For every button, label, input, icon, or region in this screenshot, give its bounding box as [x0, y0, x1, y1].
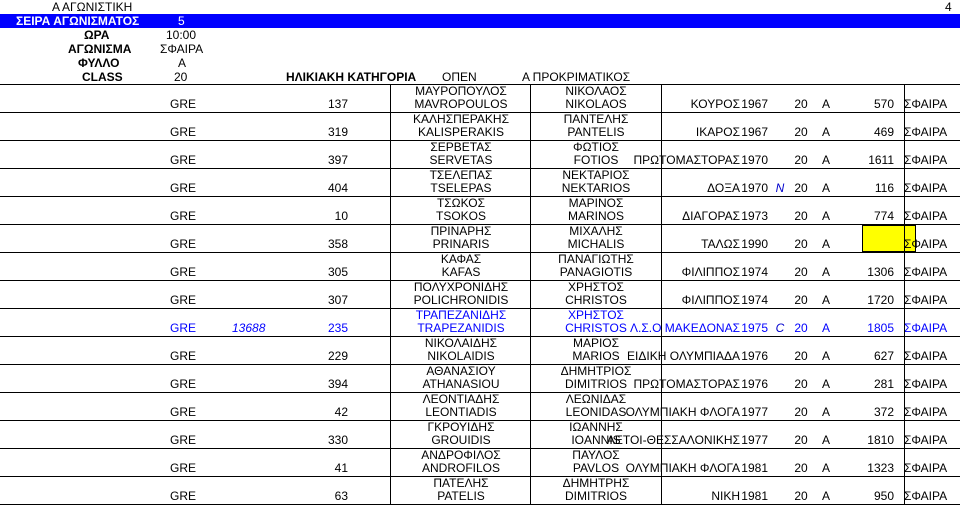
- firstname-latin: CHRISTOS: [565, 321, 627, 335]
- year-cell: 1967: [741, 125, 768, 139]
- firstname-greek: ΦΩΤΙΟΣ: [573, 140, 619, 154]
- event-cell: ΣΦΑΙΡΑ: [904, 209, 948, 223]
- bib-cell: 41: [334, 461, 348, 475]
- surname-greek: ΚΑΦΑΣ: [440, 252, 482, 266]
- sex-cell: A: [821, 349, 830, 363]
- country-cell: GRE: [170, 265, 197, 279]
- country-cell: GRE: [170, 461, 197, 475]
- class-cell: 20: [794, 405, 808, 419]
- firstname-latin: CHRISTOS: [565, 293, 627, 307]
- athletes-table: [0, 84, 960, 505]
- column-divider: [904, 225, 905, 252]
- sex-cell: A: [821, 321, 830, 335]
- class-cell: 20: [794, 265, 808, 279]
- surname-latin: SERVETAS: [429, 153, 493, 167]
- country-cell: GRE: [170, 209, 197, 223]
- class-label: CLASS: [82, 70, 123, 84]
- sex-cell: A: [821, 209, 830, 223]
- country-cell: GRE: [170, 377, 197, 391]
- year-cell: 1976: [741, 349, 768, 363]
- event-cell: ΣΦΑΙΡΑ: [904, 181, 948, 195]
- firstname-greek: ΜΑΡΙΝΟΣ: [568, 196, 624, 210]
- firstname-latin: NIKOLAOS: [565, 97, 627, 111]
- class-cell: 20: [794, 377, 808, 391]
- surname-latin: TRAPEZANIDIS: [417, 321, 505, 335]
- surname-latin: ANDROFILOS: [421, 461, 500, 475]
- best-mark-cell: 372: [873, 405, 894, 419]
- surname-cell: [390, 421, 531, 448]
- event-cell: ΣΦΑΙΡΑ: [904, 405, 948, 419]
- column-divider: [904, 477, 905, 504]
- class-cell: 20: [794, 461, 808, 475]
- sex-cell: A: [821, 125, 830, 139]
- surname-greek: ΤΣΩΚΟΣ: [436, 196, 486, 210]
- surname-cell: [390, 393, 531, 420]
- column-divider: [904, 449, 905, 476]
- column-divider: [904, 197, 905, 224]
- country-cell: GRE: [170, 293, 197, 307]
- club-cell: ΔΙΑΓΟΡΑΣ: [682, 209, 740, 223]
- sex-cell: A: [821, 265, 830, 279]
- table-row: [0, 252, 960, 280]
- club-cell: ΤΑΛΩΣ: [701, 237, 740, 251]
- surname-cell: [390, 309, 531, 336]
- year-cell: 1967: [741, 97, 768, 111]
- firstname-latin: MICHALIS: [567, 237, 625, 251]
- table-row: [0, 84, 960, 112]
- best-mark-cell: 627: [873, 349, 894, 363]
- series-row: [0, 14, 960, 28]
- country-cell: GRE: [170, 181, 197, 195]
- table-row: [0, 392, 960, 420]
- firstname-greek: ΙΩΑΝΝΗΣ: [569, 420, 623, 434]
- year-cell: 1974: [741, 293, 768, 307]
- firstname-greek: ΧΡΗΣΤΟΣ: [568, 308, 624, 322]
- table-row: [0, 448, 960, 476]
- firstname-latin: NEKTARIOS: [561, 181, 631, 195]
- header-discipline-row: [0, 0, 960, 14]
- bib-cell: 305: [327, 265, 348, 279]
- surname-cell: [390, 337, 531, 364]
- class-cell: 20: [794, 181, 808, 195]
- firstname-greek: ΧΡΗΣΤΟΣ: [568, 280, 624, 294]
- sex-cell: A: [821, 181, 830, 195]
- year-cell: 1981: [741, 489, 768, 503]
- surname-latin: GROUIDIS: [431, 433, 491, 447]
- year-cell: 1970: [741, 153, 768, 167]
- country-cell: GRE: [170, 433, 197, 447]
- firstname-latin: MARINOS: [567, 209, 624, 223]
- sex-cell: A: [821, 405, 830, 419]
- surname-cell: [390, 365, 531, 392]
- surname-cell: [390, 113, 531, 140]
- firstname-latin: MARIOS: [572, 349, 620, 363]
- sex-cell: A: [821, 461, 830, 475]
- best-mark-cell: 1611: [868, 153, 894, 167]
- series-label: ΣΕΙΡΑ ΑΓΩΝΙΣΜΑΤΟΣ: [16, 14, 140, 28]
- surname-cell: [390, 225, 531, 252]
- event-cell: ΣΦΑΙΡΑ: [904, 377, 948, 391]
- column-divider: [904, 421, 905, 448]
- best-mark-cell: 1323: [867, 461, 894, 475]
- firstname-latin: PANAGIOTIS: [559, 265, 633, 279]
- event-cell: ΣΦΑΙΡΑ: [904, 97, 948, 111]
- event-cell: ΣΦΑΙΡΑ: [904, 433, 948, 447]
- surname-greek: ΛΕΟΝΤΙΑΔΗΣ: [422, 392, 500, 406]
- firstname-greek: ΠΑΝΤΕΛΗΣ: [563, 112, 629, 126]
- bib-cell: 307: [327, 293, 348, 307]
- event-row: [0, 42, 960, 56]
- class-cell: 20: [794, 433, 808, 447]
- club-cell: ΟΛΥΜΠΙΑΚΗ ΦΛΟΓΑ: [625, 461, 740, 475]
- country-cell: GRE: [170, 237, 197, 251]
- surname-greek: ΚΑΛΗΣΠΕΡΑΚΗΣ: [413, 112, 509, 126]
- best-mark-cell: 774: [873, 209, 894, 223]
- surname-cell: [390, 85, 531, 112]
- column-divider: [904, 309, 905, 336]
- table-row: [0, 112, 960, 140]
- club-cell: ΠΡΩΤΟΜΑΣΤΟΡΑΣ: [633, 377, 740, 391]
- column-divider: [904, 281, 905, 308]
- best-mark-cell: 1810: [867, 433, 894, 447]
- surname-latin: ATHANASIOU: [422, 377, 500, 391]
- firstname-latin: FOTIOS: [573, 153, 619, 167]
- round-value: Α ΠΡΟΚΡΙΜΑΤΙΚΟΣ: [522, 70, 631, 84]
- best-mark-cell: 570: [873, 97, 894, 111]
- surname-cell: [390, 141, 531, 168]
- surname-latin: TSELEPAS: [430, 181, 492, 195]
- year-cell: 1977: [741, 405, 768, 419]
- club-cell: ΑΕΤΟΙ-ΘΕΣΣΑΛΟΝΙΚΗΣ: [606, 433, 740, 447]
- table-row: [0, 196, 960, 224]
- firstname-latin: LEONIDAS: [565, 405, 627, 419]
- bib-cell: 358: [327, 237, 348, 251]
- time-row: [0, 28, 960, 42]
- mark-cell: C: [775, 321, 785, 335]
- surname-greek: ΜΑΥΡΟΠΟΥΛΟΣ: [415, 84, 507, 98]
- surname-cell: [390, 169, 531, 196]
- club-cell: ΔΟΞΑ: [707, 181, 740, 195]
- page-number: 4: [945, 0, 952, 14]
- sex-value: Α: [178, 56, 187, 70]
- surname-greek: ΑΝΔΡΟΦΙΛΟΣ: [421, 448, 501, 462]
- surname-latin: PRINARIS: [432, 237, 490, 251]
- year-cell: 1974: [741, 265, 768, 279]
- event-cell: ΣΦΑΙΡΑ: [904, 293, 948, 307]
- event-cell: ΣΦΑΙΡΑ: [904, 461, 948, 475]
- best-mark-cell: 116: [874, 181, 894, 195]
- surname-latin: TSOKOS: [435, 209, 486, 223]
- event-cell: ΣΦΑΙΡΑ: [904, 153, 948, 167]
- time-value: 10:00: [166, 28, 197, 42]
- firstname-greek: ΜΙΧΑΛΗΣ: [569, 224, 623, 238]
- bib-cell: 137: [327, 97, 348, 111]
- table-row: [0, 224, 960, 252]
- bib-cell: 42: [334, 405, 348, 419]
- best-mark-cell: 1306: [867, 265, 894, 279]
- bib-cell: 397: [327, 153, 348, 167]
- surname-cell: [390, 253, 531, 280]
- country-cell: GRE: [170, 321, 197, 335]
- firstname-greek: ΔΗΜΗΤΡΙΟΣ: [560, 364, 632, 378]
- surname-cell: [390, 477, 531, 504]
- country-cell: GRE: [170, 405, 197, 419]
- column-divider: [904, 337, 905, 364]
- surname-greek: ΣΕΡΒΕΤΑΣ: [430, 140, 492, 154]
- best-mark-cell: 469: [873, 125, 894, 139]
- extra-id-cell: 13688: [232, 321, 266, 335]
- sex-cell: A: [821, 97, 830, 111]
- sex-cell: A: [821, 153, 830, 167]
- event-cell: ΣΦΑΙΡΑ: [904, 265, 948, 279]
- discipline-title: Α ΑΓΩΝΙΣΤΙΚΗ: [52, 0, 133, 14]
- country-cell: GRE: [170, 125, 197, 139]
- table-row: [0, 336, 960, 364]
- mark-cell: N: [775, 181, 785, 195]
- column-divider: [904, 365, 905, 392]
- column-divider: [904, 141, 905, 168]
- bib-cell: 319: [327, 125, 348, 139]
- class-cell: 20: [794, 293, 808, 307]
- bib-cell: 330: [327, 433, 348, 447]
- firstname-greek: ΛΕΩΝΙΔΑΣ: [565, 392, 627, 406]
- bib-cell: 235: [327, 321, 348, 335]
- class-cell: 20: [794, 153, 808, 167]
- event-value: ΣΦΑΙΡΑ: [160, 42, 204, 56]
- club-cell: ΠΡΩΤΟΜΑΣΤΟΡΑΣ: [633, 153, 740, 167]
- sex-cell: A: [821, 377, 830, 391]
- class-cell: 20: [794, 349, 808, 363]
- sex-cell: A: [821, 489, 830, 503]
- surname-greek: ΤΡΑΠΕΖΑΝΙΔΗΣ: [415, 308, 507, 322]
- table-row: [0, 140, 960, 168]
- class-cell: 20: [794, 125, 808, 139]
- year-cell: 1975: [741, 321, 768, 335]
- surname-greek: ΤΣΕΛΕΠΑΣ: [429, 168, 493, 182]
- surname-latin: KAFAS: [441, 265, 481, 279]
- bib-cell: 10: [334, 209, 348, 223]
- sex-cell: A: [821, 433, 830, 447]
- year-cell: 1990: [741, 237, 768, 251]
- club-cell: ΝΙΚΗ: [711, 489, 740, 503]
- column-divider: [904, 113, 905, 140]
- firstname-greek: ΜΑΡΙΟΣ: [572, 336, 620, 350]
- column-divider: [904, 393, 905, 420]
- club-cell: ΦΙΛΙΠΠΟΣ: [681, 293, 740, 307]
- surname-latin: KALISPERAKIS: [417, 125, 505, 139]
- table-row: [0, 476, 960, 505]
- country-cell: GRE: [170, 349, 197, 363]
- best-mark-cell: 1805: [867, 321, 894, 335]
- age-label: ΗΛΙΚΙΑΚΗ ΚΑΤΗΓΟΡΙΑ: [286, 70, 417, 84]
- event-cell: ΣΦΑΙΡΑ: [904, 489, 948, 503]
- event-cell: ΣΦΑΙΡΑ: [904, 349, 948, 363]
- surname-cell: [390, 281, 531, 308]
- year-cell: 1976: [741, 377, 768, 391]
- class-value: 20: [174, 70, 188, 84]
- event-cell: ΣΦΑΙΡΑ: [904, 321, 948, 335]
- sex-cell: A: [821, 293, 830, 307]
- table-row: [0, 308, 960, 336]
- surname-latin: LEONTIADIS: [425, 405, 497, 419]
- firstname-greek: ΠΑΥΛΟΣ: [572, 448, 620, 462]
- surname-cell: [390, 197, 531, 224]
- event-cell: ΣΦΑΙΡΑ: [904, 125, 948, 139]
- column-divider: [904, 85, 905, 112]
- year-cell: 1970: [741, 181, 768, 195]
- bib-cell: 63: [334, 489, 348, 503]
- series-value: 5: [178, 14, 185, 28]
- best-mark-cell: 950: [873, 489, 894, 503]
- table-row: [0, 280, 960, 308]
- column-divider: [904, 253, 905, 280]
- class-cell: 20: [794, 489, 808, 503]
- class-cell: 20: [794, 321, 808, 335]
- year-cell: 1973: [741, 209, 768, 223]
- surname-greek: ΝΙΚΟΛΑΙΔΗΣ: [424, 336, 498, 350]
- bib-cell: 229: [327, 349, 348, 363]
- event-cell: ΣΦΑΙΡΑ: [904, 237, 948, 251]
- surname-latin: NIKOLAIDIS: [427, 349, 495, 363]
- club-cell: ΕΙΔΙΚΗ ΟΛΥΜΠΙΑΔΑ: [627, 349, 740, 363]
- class-row: [0, 70, 960, 84]
- year-cell: 1981: [741, 461, 768, 475]
- surname-latin: MAVROPOULOS: [414, 97, 508, 111]
- surname-cell: [390, 449, 531, 476]
- surname-greek: ΠΑΤΕΛΗΣ: [433, 476, 489, 490]
- surname-greek: ΑΘΑΝΑΣΙΟΥ: [426, 364, 496, 378]
- club-cell: Λ.Σ.Ο ΜΑΚΕΔΟΝΑΣ: [630, 321, 740, 335]
- firstname-latin: IOANNIS: [571, 433, 621, 447]
- firstname-latin: PAVLOS: [572, 461, 620, 475]
- surname-greek: ΓΚΡΟΥΙΔΗΣ: [427, 420, 495, 434]
- firstname-latin: DIMITRIOS: [565, 377, 627, 391]
- year-cell: 1977: [741, 433, 768, 447]
- club-cell: ΦΙΛΙΠΠΟΣ: [681, 265, 740, 279]
- sex-label: ΦΥΛΛΟ: [78, 56, 120, 70]
- best-mark-cell: 1720: [867, 293, 894, 307]
- country-cell: GRE: [170, 97, 197, 111]
- class-cell: 20: [794, 237, 808, 251]
- firstname-greek: ΔΗΜΗΤΡΗΣ: [562, 476, 630, 490]
- sex-row: [0, 56, 960, 70]
- club-cell: ΟΛΥΜΠΙΑΚΗ ΦΛΟΓΑ: [625, 405, 740, 419]
- class-cell: 20: [794, 97, 808, 111]
- bib-cell: 404: [327, 181, 348, 195]
- surname-greek: ΠΡΙΝΑΡΗΣ: [430, 224, 492, 238]
- surname-latin: PATELIS: [437, 489, 485, 503]
- event-label: ΑΓΩΝΙΣΜΑ: [68, 42, 132, 56]
- bib-cell: 394: [327, 377, 348, 391]
- table-row: [0, 420, 960, 448]
- age-value: ΟΠΕΝ: [442, 70, 477, 84]
- sex-cell: A: [821, 237, 830, 251]
- time-label: ΩΡΑ: [84, 28, 110, 42]
- table-row: [0, 364, 960, 392]
- firstname-latin: PANTELIS: [567, 125, 625, 139]
- club-cell: ΙΚΑΡΟΣ: [695, 125, 740, 139]
- table-row: [0, 168, 960, 196]
- club-cell: ΚΟΥΡΟΣ: [690, 97, 740, 111]
- firstname-latin: DIMITRIOS: [565, 489, 627, 503]
- surname-latin: POLICHRONIDIS: [413, 293, 509, 307]
- firstname-greek: ΠΑΝΑΓΙΩΤΗΣ: [558, 252, 634, 266]
- country-cell: GRE: [170, 489, 197, 503]
- country-cell: GRE: [170, 153, 197, 167]
- firstname-greek: ΝΕΚΤΑΡΙΟΣ: [562, 168, 630, 182]
- firstname-greek: ΝΙΚΟΛΑΟΣ: [565, 84, 627, 98]
- best-mark-cell: 281: [873, 377, 894, 391]
- class-cell: 20: [794, 209, 808, 223]
- surname-greek: ΠΟΛΥΧΡΟΝΙΔΗΣ: [413, 280, 509, 294]
- column-divider: [904, 169, 905, 196]
